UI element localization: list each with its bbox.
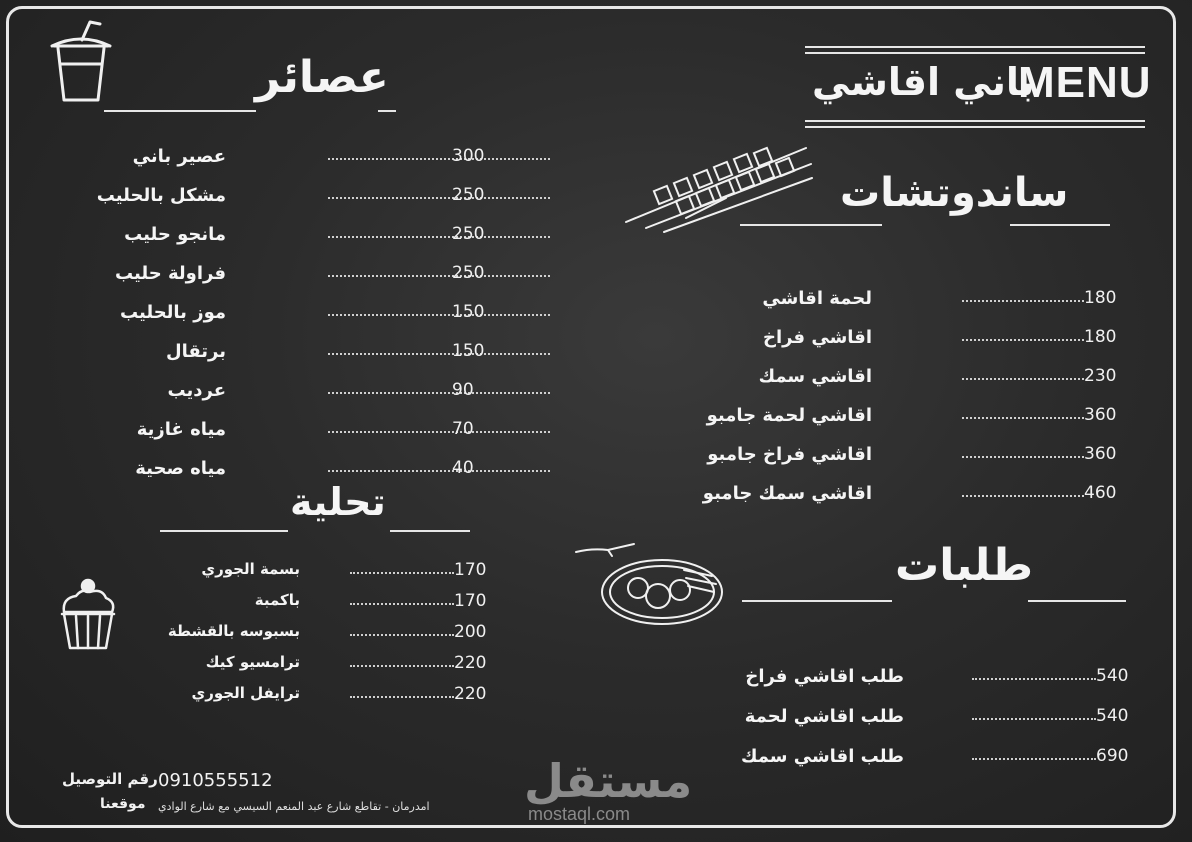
orders-menu-row bbox=[700, 666, 1140, 696]
header-rule-top-1 bbox=[805, 46, 1145, 48]
juices-title-underline-left bbox=[104, 110, 256, 112]
location-label: موقعنا bbox=[100, 796, 146, 812]
skewers-icon bbox=[616, 138, 816, 234]
item-name: باكمبة bbox=[254, 591, 300, 609]
item-price: 180 bbox=[1084, 288, 1117, 308]
item-price: 250 bbox=[452, 224, 485, 244]
item-price: 150 bbox=[452, 302, 485, 322]
delivery-number[interactable]: 0910555512 bbox=[158, 770, 273, 791]
item-price: 300 bbox=[452, 146, 485, 166]
watermark-arabic: مستقل bbox=[524, 754, 693, 808]
item-price: 230 bbox=[1084, 366, 1117, 386]
dot-leader bbox=[962, 339, 1084, 341]
item-name: مانجو حليب bbox=[124, 224, 226, 245]
item-price: 220 bbox=[454, 653, 487, 673]
juices-menu-row bbox=[100, 380, 500, 410]
item-price: 90 bbox=[452, 380, 474, 400]
dot-leader bbox=[328, 197, 550, 199]
cupcake-icon bbox=[56, 576, 120, 652]
dot-leader bbox=[328, 470, 550, 472]
juices-menu-row bbox=[100, 419, 500, 449]
item-price: 690 bbox=[1096, 746, 1129, 766]
header-rule-bottom-2 bbox=[805, 126, 1145, 128]
desserts-menu-row bbox=[150, 622, 490, 652]
dot-leader bbox=[350, 665, 454, 667]
item-name: طلب اقاشي سمك bbox=[740, 746, 904, 767]
dot-leader bbox=[962, 378, 1084, 380]
orders-title-underline-right bbox=[1028, 600, 1126, 602]
dot-leader bbox=[962, 495, 1084, 497]
watermark-latin: mostaql.com bbox=[528, 804, 631, 824]
sandwiches-menu-row bbox=[700, 327, 1120, 357]
item-price: 70 bbox=[452, 419, 474, 439]
juices-menu-row bbox=[100, 263, 500, 293]
desserts-title: تحلية bbox=[290, 480, 386, 524]
item-price: 540 bbox=[1096, 666, 1129, 686]
dot-leader bbox=[328, 431, 550, 433]
item-name: ترايفل الجوري bbox=[191, 684, 300, 702]
item-name: اقاشي سمك bbox=[758, 366, 872, 387]
desserts-menu-row bbox=[150, 653, 490, 683]
item-name: اقاشي فراخ bbox=[762, 327, 872, 348]
dot-leader bbox=[972, 678, 1096, 680]
item-name: بسمة الجوري bbox=[201, 560, 300, 578]
dot-leader bbox=[962, 456, 1084, 458]
orders-menu-row bbox=[700, 706, 1140, 736]
sandwiches-menu-row bbox=[700, 405, 1120, 435]
item-price: 40 bbox=[452, 458, 474, 478]
item-price: 170 bbox=[454, 591, 487, 611]
item-price: 360 bbox=[1084, 444, 1117, 464]
dot-leader bbox=[962, 417, 1084, 419]
dot-leader bbox=[328, 392, 550, 394]
item-price: 250 bbox=[452, 263, 485, 283]
dot-leader bbox=[350, 634, 454, 636]
dot-leader bbox=[350, 572, 454, 574]
drink-cup-icon bbox=[46, 16, 116, 106]
dot-leader bbox=[350, 603, 454, 605]
juices-menu-row bbox=[100, 302, 500, 332]
item-name: بسبوسه بالقشطة bbox=[167, 622, 300, 640]
address-text: امدرمان - تقاطع شارع عبد المنعم السيسي مع شارع الوادي bbox=[158, 800, 430, 813]
item-name: مياه صحية bbox=[135, 458, 226, 479]
menu-word: MENU bbox=[1018, 58, 1152, 107]
item-name: اقاشي فراخ جامبو bbox=[707, 444, 872, 465]
dot-leader bbox=[328, 275, 550, 277]
restaurant-name: باني اقاشي bbox=[812, 60, 1035, 104]
sandwiches-menu-row bbox=[700, 483, 1120, 513]
sandwiches-title: ساندوتشات bbox=[840, 170, 1069, 216]
desserts-title-underline-right bbox=[390, 530, 470, 532]
desserts-menu-row bbox=[150, 684, 490, 714]
desserts-title-underline-left bbox=[160, 530, 288, 532]
item-name: فراولة حليب bbox=[114, 263, 226, 284]
orders-menu-row bbox=[700, 746, 1140, 776]
item-name: طلب اقاشي لحمة bbox=[744, 706, 904, 727]
desserts-menu-row bbox=[150, 560, 490, 590]
item-name: مشكل بالحليب bbox=[96, 185, 226, 206]
item-price: 200 bbox=[454, 622, 487, 642]
dot-leader bbox=[972, 758, 1096, 760]
dot-leader bbox=[328, 314, 550, 316]
item-name: عصير باني bbox=[132, 146, 226, 167]
dot-leader bbox=[962, 300, 1084, 302]
item-name: موز بالحليب bbox=[119, 302, 226, 323]
juices-menu-row bbox=[96, 185, 500, 215]
delivery-label: رقم التوصيل bbox=[62, 770, 158, 788]
item-price: 170 bbox=[454, 560, 487, 580]
desserts-menu-row bbox=[150, 591, 490, 621]
item-price: 360 bbox=[1084, 405, 1117, 425]
item-name: اقاشي سمك جامبو bbox=[702, 483, 872, 504]
item-name: لحمة اقاشي bbox=[762, 288, 872, 309]
juices-title: عصائر bbox=[255, 52, 389, 103]
sandwiches-menu-row bbox=[700, 444, 1120, 474]
dot-leader bbox=[328, 158, 550, 160]
dot-leader bbox=[328, 353, 550, 355]
dot-leader bbox=[350, 696, 454, 698]
item-name: عرديب bbox=[167, 380, 226, 401]
header-rule-top-2 bbox=[805, 52, 1145, 54]
sandwiches-menu-row bbox=[700, 366, 1120, 396]
plate-icon bbox=[572, 530, 732, 630]
sandwiches-title-underline-left bbox=[740, 224, 882, 226]
item-price: 150 bbox=[452, 341, 485, 361]
juices-menu-row bbox=[100, 341, 500, 371]
item-name: ترامسيو كيك bbox=[205, 653, 300, 671]
item-price: 460 bbox=[1084, 483, 1117, 503]
item-price: 180 bbox=[1084, 327, 1117, 347]
header-rule-bottom-1 bbox=[805, 120, 1145, 122]
item-name: برتقال bbox=[165, 341, 226, 362]
dot-leader bbox=[972, 718, 1096, 720]
orders-title: طلبات bbox=[895, 540, 1034, 591]
item-price: 540 bbox=[1096, 706, 1129, 726]
item-name: اقاشي لحمة جامبو bbox=[706, 405, 872, 426]
dot-leader bbox=[328, 236, 550, 238]
item-name: مياه غازية bbox=[136, 419, 226, 440]
item-name: طلب اقاشي فراخ bbox=[745, 666, 904, 687]
item-price: 250 bbox=[452, 185, 485, 205]
juices-menu-row bbox=[100, 224, 500, 254]
juices-menu-row bbox=[100, 146, 500, 176]
sandwiches-title-underline-right bbox=[1010, 224, 1110, 226]
juices-title-underline-right bbox=[378, 110, 396, 112]
item-price: 220 bbox=[454, 684, 487, 704]
sandwiches-menu-row bbox=[700, 288, 1120, 318]
orders-title-underline-left bbox=[742, 600, 892, 602]
